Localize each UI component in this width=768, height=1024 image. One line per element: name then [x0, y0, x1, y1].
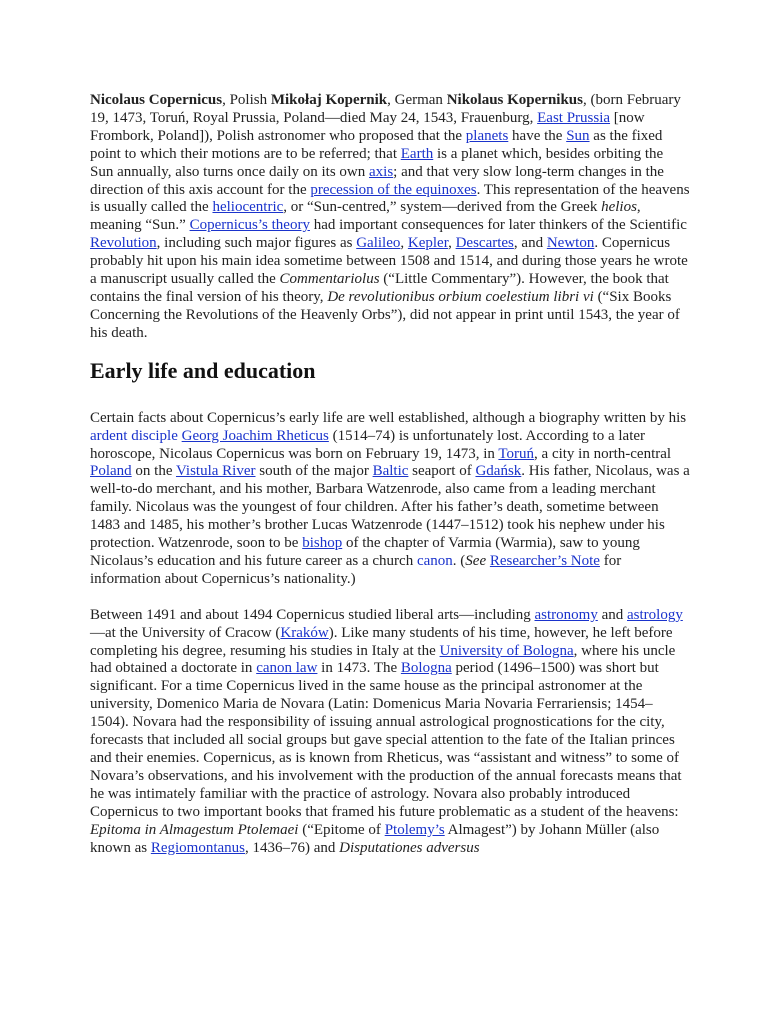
link-baltic[interactable]: Baltic — [372, 463, 409, 480]
link-east-prussia[interactable]: East Prussia — [537, 109, 611, 126]
link-planets[interactable]: planets — [465, 127, 509, 144]
link-bishop[interactable]: bishop — [302, 535, 343, 552]
name-latin: Nicolaus Copernicus — [90, 92, 223, 108]
link-galileo[interactable]: Galileo — [356, 235, 401, 252]
link-revolution[interactable]: Revolution — [90, 235, 157, 252]
link-astronomy[interactable]: astronomy — [534, 606, 598, 623]
intro-paragraph: Nicolaus Copernicus, Polish Mikołaj Kopernik, German Nikolaus Kopernikus, (born February 19, 1473, Toruń, Royal Prussia, Poland—died May 24, 1543, Frauenburg, East Prussia [now Frombork, Poland]), Polish astronomer who proposed that the planets have the Sun as the fixed point to which their motions are to be referred; that Earth is a planet which, besides orbiting the Sun annually, also turns once daily on its own axis; and that very slow long-term changes in the direction of this axis account for the precession of the equinoxes. This representation of the heavens is usually called the heliocentric, or “Sun-centred,” system—derived from the Greek helios, meaning “Sun.” Copernicus’s theory had important consequences for later thinkers of the Scientific Revolution, including such major figures as Galileo, Kepler, Descartes, and Newton. Copernicus probably hit upon his main idea sometime between 1508 and 1514, and during those years he wrote a manuscript usually called the Commentariolus (“Little Commentary”). However, the book that contains the final version of his theory, De revolutionibus orbium coelestium libri vi (“Six Books Concerning the Revolutions of the Heavenly Orbs”), did not appear in print until 1543, the year of his death. — [90, 92, 690, 341]
link-gdansk[interactable]: Gdańsk — [475, 463, 522, 480]
link-ptolemy[interactable]: Ptolemy’s — [384, 821, 445, 838]
link-bologna[interactable]: Bologna — [400, 660, 452, 677]
link-torun[interactable]: Toruń — [498, 445, 535, 462]
link-copernicus-theory[interactable]: Copernicus’s theory — [189, 217, 310, 234]
link-university-of-bologna[interactable]: University of Bologna — [439, 642, 574, 659]
link-descartes[interactable]: Descartes — [455, 235, 514, 252]
link-earth[interactable]: Earth — [400, 145, 434, 162]
link-axis[interactable]: axis — [369, 163, 394, 180]
link-astrology[interactable]: astrology — [627, 606, 683, 623]
link-canon[interactable]: canon — [416, 552, 453, 569]
link-rheticus[interactable]: Georg Joachim Rheticus — [181, 427, 329, 444]
link-vistula-river[interactable]: Vistula River — [175, 463, 256, 480]
link-newton[interactable]: Newton — [546, 235, 595, 252]
link-precession[interactable]: precession of the equinoxes — [310, 181, 477, 198]
link-researchers-note[interactable]: Researcher’s Note — [489, 552, 600, 569]
link-kepler[interactable]: Kepler — [407, 235, 449, 252]
link-poland[interactable]: Poland — [90, 463, 132, 480]
education-paragraph: Between 1491 and about 1494 Copernicus studied liberal arts—including astronomy and astrology—at the University of Cracow (Kraków). Like many students of his time, however, he left before completing his degree, resuming his studies in Italy at the University of Bologna, where his uncle had obtained a doctorate in canon law in 1473. The Bologna period (1496–1500) was short but significant. For a time Copernicus lived in the same house as the principal astronomer at the university, Domenico Maria de Novara (Latin: Domenicus Maria Novaria Ferrariensis; 1454–1504). Novara had the responsibility of issuing annual astrological prognostications for the city, forecasts that included all social groups but gave special attention to the fate of the Italian princes and their enemies. Copernicus, as is known from Rheticus, was “assistant and witness” to some of Novara’s observations, and his involvement with the production of the annual forecasts means that he was intimately familiar with the practice of astrology. Novara also probably introduced Copernicus to two important books that framed his future problematic as a student of the heavens: Epitoma in Almagestum Ptolemaei (“Epitome of Ptolemy’s Almagest”) by Johann Müller (also known as Regiomontanus, 1436–76) and Disputationes adversus — [90, 606, 683, 856]
article-body — [90, 92, 690, 857]
early-life-paragraph: Certain facts about Copernicus’s early life are well established, although a biography written by his ardent disciple Georg Joachim Rheticus (1514–74) is unfortunately lost. According to a later horoscope, Nicolaus Copernicus was born on February 19, 1473, in Toruń, a city in north-central Poland on the Vistula River south of the major Baltic seaport of Gdańsk. His father, Nicolaus, was a well-to-do merchant, and his mother, Barbara Watzenrode, also came from a leading merchant family. Nicolaus was the youngest of four children. After his father’s death, sometime between 1483 and 1485, his mother’s brother Lucas Watzenrode (1447–1512) took his nephew under his protection. Watzenrode, soon to be bishop of the chapter of Varmia (Warmia), saw to young Nicolaus’s education and his future career as a church canon. (See Researcher’s Note for information about Copernicus’s nationality.) — [90, 409, 690, 587]
section-heading: Early life and education — [90, 357, 316, 383]
link-heliocentric[interactable]: heliocentric — [212, 199, 284, 216]
name-german: Nikolaus Kopernikus — [446, 92, 583, 108]
link-krakow[interactable]: Kraków — [280, 624, 329, 641]
link-ardent-disciple[interactable]: ardent disciple — [90, 427, 178, 444]
link-canon-law[interactable]: canon law — [256, 660, 318, 677]
link-sun[interactable]: Sun — [566, 127, 590, 144]
name-polish: Mikołaj Kopernik — [270, 92, 388, 108]
link-regiomontanus[interactable]: Regiomontanus — [150, 839, 245, 856]
